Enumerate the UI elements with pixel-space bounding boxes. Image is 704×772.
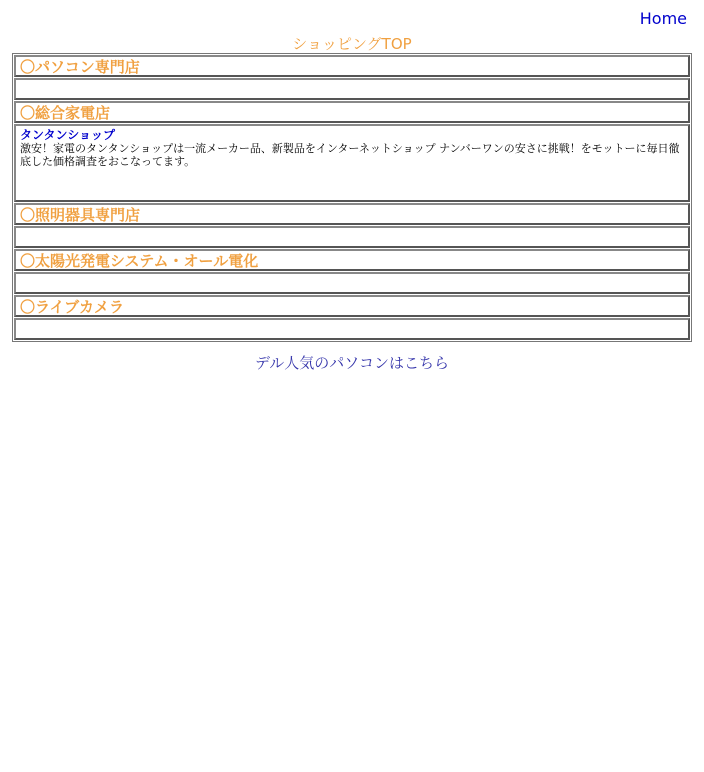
category-header-appliance: 〇総合家電店 xyxy=(14,101,690,123)
category-header-livecam: 〇ライブカメラ xyxy=(14,295,690,317)
home-link[interactable]: Home xyxy=(639,9,687,28)
page-title: ショッピングTOP xyxy=(292,35,412,53)
category-body-livecam xyxy=(14,318,690,340)
category-header-solar: 〇太陽光発電システム・オール電化 xyxy=(14,249,690,271)
shop-description-tantan: 激安！家電のタンタンショップは一流メーカー品、新製品をインターネットショップ ナンバーワンの安さに挑戦！をモットーに毎日徹底した価格調査をおこなってます。 xyxy=(20,142,680,168)
shop-link-tantan[interactable]: タンタンショップ xyxy=(20,128,115,142)
category-body-appliance xyxy=(14,124,690,202)
category-header-pc: 〇パソコン専門店 xyxy=(14,55,690,77)
shop-category-table xyxy=(12,53,692,342)
category-body-pc xyxy=(14,78,690,100)
category-body-solar xyxy=(14,272,690,294)
category-header-lighting: 〇照明器具専門店 xyxy=(14,203,690,225)
dell-pc-link[interactable]: デル人気のパソコンはこちら xyxy=(255,354,449,372)
category-body-lighting xyxy=(14,226,690,248)
